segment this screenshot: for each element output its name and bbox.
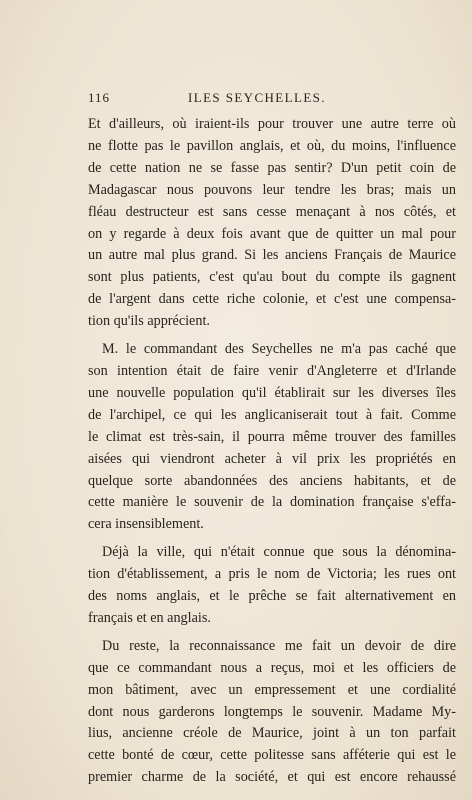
text-line: lius, ancienne créole de Maurice, joint à un ton parfait (88, 725, 456, 742)
body-text (88, 114, 456, 789)
text-line: dont nous garderons longtemps le souvenir. Madame My- (88, 703, 456, 720)
text-line: Du reste, la reconnaissance me fait un devoir de dire (102, 637, 456, 654)
text-line: de l'archipel, ce qui les anglicaniserait tout à fait. Comme (88, 406, 456, 423)
text-line: cette bonté de cœur, cette politesse sans afféterie qui est le (88, 747, 456, 764)
text-line: tion qu'ils apprécient. (88, 313, 210, 330)
text-line: tion d'établissement, a pris le nom de Victoria; les rues ont (88, 566, 456, 583)
text-line: M. le commandant des Seychelles ne m'a pas caché que (102, 341, 456, 358)
text-line: le climat est très-sain, il pourra même trouver des familles (88, 428, 456, 445)
text-line: cette manière le souvenir de la domination française s'effa- (88, 494, 456, 511)
text-line: son intention était de faire venir d'Angleterre et d'Irlande (88, 362, 456, 379)
text-line: Et d'ailleurs, où iraient-ils pour trouver une autre terre où (88, 116, 456, 132)
text-line: mon bâtiment, avec un empressement et une cordialité (88, 681, 456, 698)
text-line: Déjà la ville, qui n'était connue que sous la dénomina- (102, 544, 456, 561)
text-line: des noms anglais, et le prêche se fait alternativement en (88, 588, 456, 605)
text-line: on y regarde à deux fois avant que de quitter un mal pour (88, 225, 456, 242)
text-line: fléau destructeur est sans cesse menaçant à nos côtés, et (88, 203, 456, 220)
text-line: de cette nation ne se fasse pas sentir? D'un petit coin de (88, 159, 456, 176)
text-line: cera insensiblement. (88, 516, 204, 533)
running-title: ILES SEYCHELLES. (188, 90, 326, 105)
page-number: 116 (88, 90, 111, 105)
text-line: Madagascar nous pouvons leur tendre les bras; mais un (88, 181, 456, 198)
text-line: de l'argent dans cette riche colonie, et c'est une compensa- (88, 291, 456, 308)
text-line: aisées qui viendront acheter à vil prix les propriétés en (88, 450, 456, 467)
text-line: français et en anglais. (88, 609, 211, 626)
text-line: que ce commandant nous a reçus, moi et les officiers de (88, 659, 456, 676)
text-line: quelque sorte abandonnées des anciens habitants, et de (88, 472, 456, 489)
text-line: ne flotte pas le pavillon anglais, et où, du moins, l'influence (88, 137, 456, 154)
text-line: premier charme de la société, et qui est encore rehaussé (88, 769, 456, 786)
text-line: un autre mal plus grand. Si les anciens Français de Maurice (88, 247, 456, 264)
text-line: une nouvelle population qu'il établirait sur les diverses îles (88, 384, 456, 401)
text-line: sont plus patients, c'est qu'au bout du compte ils gagnent (88, 269, 456, 286)
